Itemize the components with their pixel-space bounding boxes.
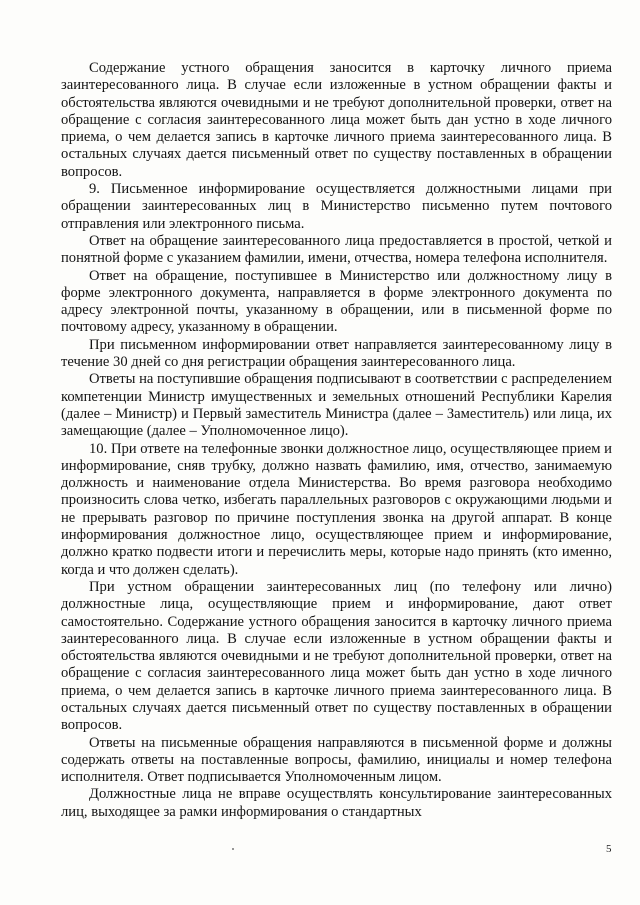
paragraph: Ответ на обращение, поступившее в Министерство или должностному лицу в форме электронного документа, направляется в форме электронного документа по адресу электронной почты, указанному в обращении, или в письменной форме по почтовому адресу, указанному в обращении. [61, 267, 612, 336]
paragraph: Должностные лица не вправе осуществлять консультирование заинтересованных лиц, выходящее за рамки информирования о стандартных [61, 786, 612, 820]
paragraph: При письменном информировании ответ направляется заинтересованному лицу в течение 30 дней со дня регистрации обращения заинтересованного лица. [61, 336, 612, 371]
page-number: 5 [606, 843, 612, 855]
paragraph: Ответы на письменные обращения направляются в письменной форме и должны содержать ответы на поставленные вопросы, фамилию, инициалы и номер телефона исполнителя. Ответ подписывается Уполномоченным лицом. [61, 734, 612, 786]
paragraph: При устном обращении заинтересованных лиц (по телефону или лично) должностные лица, осуществляющие прием и информирование, дают ответ самостоятельно. Содержание устного обращения заносится в карточку личного приема заинтересованного лица. В случае если изложенные в устном обращении факты и обстоятельства являются очевидными и не требуют дополнительной проверки, ответ на обращение с согласия заинтересованного лица может быть дан устно в ходе личного приема, о чем делается запись в карточке личного приема заинтересованного лица. В остальных случаях дается письменный ответ по существу поставленных в обращении вопросов. [61, 578, 612, 734]
paragraph: Ответы на поступившие обращения подписывают в соответствии с распределением компетенции Министр имущественных и земельных отношений Республики Карелия (далее – Министр) и Первый заместитель Министра (далее – Заместитель) или лица, их замещающие (далее – Уполномоченное лицо). [61, 371, 612, 440]
body-text [61, 60, 612, 821]
scan-speck [232, 848, 234, 850]
paragraph: 10. При ответе на телефонные звонки должностное лицо, осуществляющее прием и информирование, сняв трубку, должно назвать фамилию, имя, отчество, занимаемую должность и наименование отдела Министерства. Во время разговора необходимо произносить слова четко, избегать параллельных разговоров с окружающими людьми и не прерывать разговор по причине поступления звонка на другой аппарат. В конце информирования должностное лицо, осуществляющее прием и информирование, должно кратко подвести итоги и перечислить меры, которые надо принять (кто именно, когда и что должен сделать). [61, 440, 612, 578]
paragraph: Ответ на обращение заинтересованного лица предоставляется в простой, четкой и понятной форме с указанием фамилии, имени, отчества, номера телефона исполнителя. [61, 232, 612, 267]
paragraph: 9. Письменное информирование осуществляется должностными лицами при обращении заинтересованных лиц в Министерство письменно путем почтового отправления или электронного письма. [61, 181, 612, 232]
paragraph: Содержание устного обращения заносится в карточку личного приема заинтересованного лица. В случае если изложенные в устном обращении факты и обстоятельства являются очевидными и не требуют дополнительной проверки, ответ на обращение с согласия заинтересованного лица может быть дан устно в ходе личного приема, о чем делается запись в карточке личного приема заинтересованного лица. В остальных случаях дается письменный ответ по существу поставленных в обращении вопросов. [61, 60, 612, 180]
